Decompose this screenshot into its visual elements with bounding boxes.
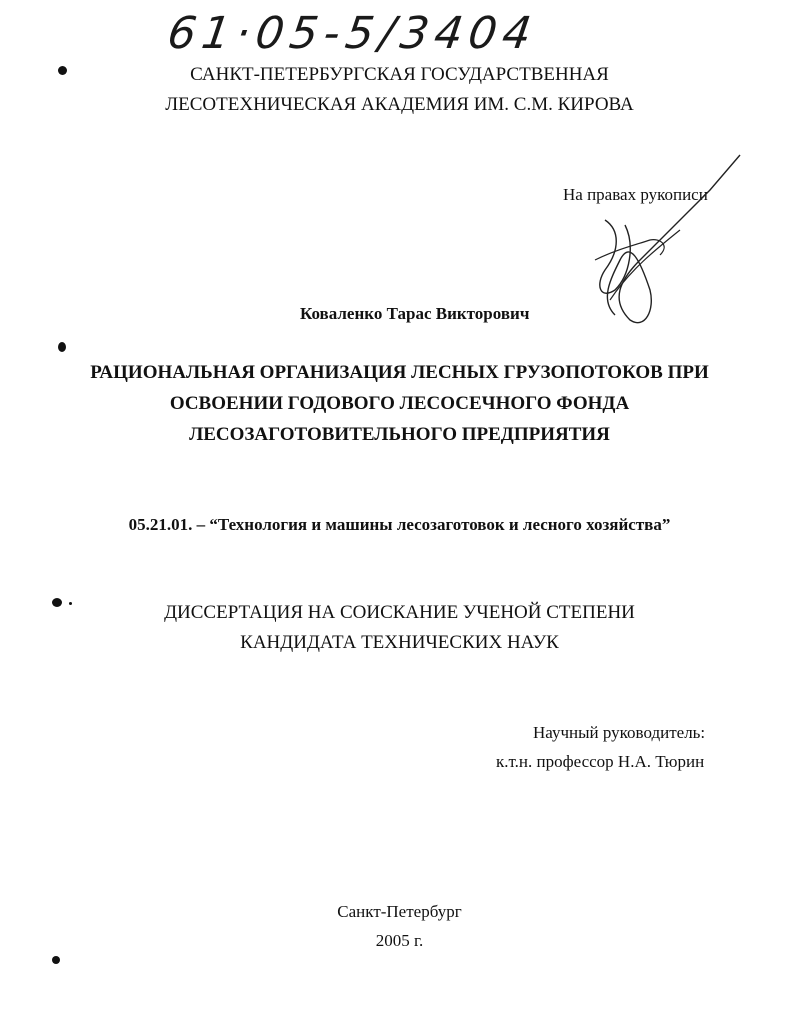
institution-line-2: ЛЕСОТЕХНИЧЕСКАЯ АКАДЕМИЯ ИМ. С.М. КИРОВА bbox=[165, 94, 634, 115]
author-name: Коваленко Тарас Викторович bbox=[300, 304, 530, 323]
title-line-3: ЛЕСОЗАГОТОВИТЕЛЬНОГО ПРЕДПРИЯТИЯ bbox=[189, 424, 610, 445]
degree-line-2: КАНДИДАТА ТЕХНИЧЕСКИХ НАУК bbox=[240, 632, 559, 653]
title-line-2: ОСВОЕНИИ ГОДОВОГО ЛЕСОСЕЧНОГО ФОНДА bbox=[169, 393, 630, 414]
scan-mark bbox=[58, 342, 66, 352]
manuscript-rights: На правах рукописи bbox=[563, 185, 708, 204]
year: 2005 г. bbox=[375, 931, 424, 950]
supervisor-name: к.т.н. профессор Н.А. Тюрин bbox=[496, 752, 705, 771]
degree-line-1: ДИССЕРТАЦИЯ НА СОИСКАНИЕ УЧЕНОЙ СТЕПЕНИ bbox=[164, 602, 635, 623]
city: Санкт-Петербург bbox=[337, 902, 462, 921]
scan-mark bbox=[52, 956, 60, 964]
specialty-code: 05.21.01. – “Технология и машины лесозаготовок и лесного хозяйства” bbox=[128, 515, 671, 534]
supervisor-label: Научный руководитель: bbox=[533, 723, 706, 742]
title-line-1: РАЦИОНАЛЬНАЯ ОРГАНИЗАЦИЯ ЛЕСНЫХ ГРУЗОПОТОКОВ ПРИ bbox=[90, 362, 709, 383]
author-signature bbox=[560, 150, 750, 340]
institution-line-1: САНКТ-ПЕТЕРБУРГСКАЯ ГОСУДАРСТВЕННАЯ bbox=[190, 64, 609, 85]
handwritten-registry-number: 61·05-5/3404 bbox=[164, 8, 541, 59]
